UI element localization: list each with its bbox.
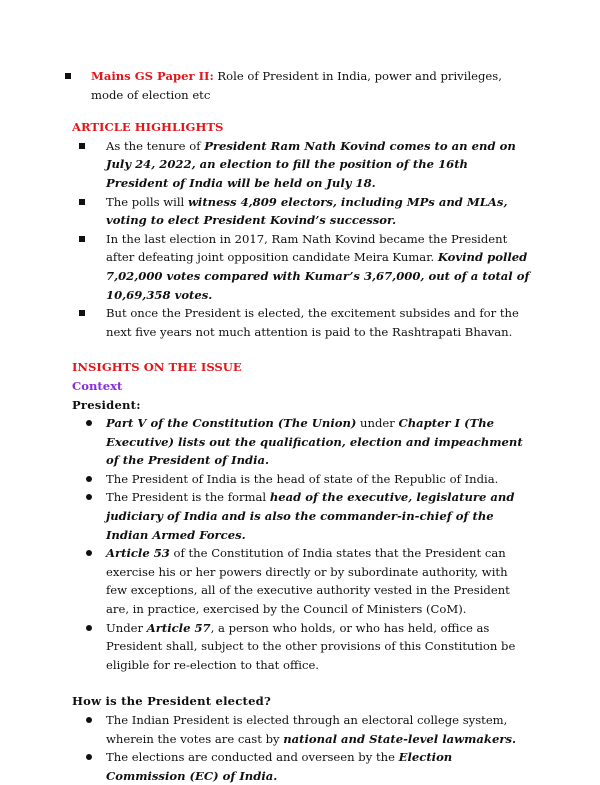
president-list <box>72 414 532 674</box>
list-item: The President is the formal head of the executive, legislature and judiciary of India and is also the commander-in-chief of the Indian Armed Forces. <box>72 488 532 544</box>
syllabus-item <box>72 67 532 104</box>
syllabus-text: Role of President in India, power and privileges, mode of election etc <box>91 69 502 102</box>
list-item: Part V of the Constitution (The Union) under Chapter I (The Executive) lists out the qualification, election and impeachment of the President of India. <box>72 414 532 470</box>
page-content <box>72 67 532 785</box>
list-item: Article 53 of the Constitution of India states that the President can exercise his or her powers directly or by subordinate authority, with few exceptions, all of the executive authority vested in the President are, in practice, exercised by the Council of Ministers (CoM). <box>72 544 532 618</box>
article-highlights-heading: ARTICLE HIGHLIGHTS <box>72 120 224 135</box>
context-subheading: Context <box>72 378 123 393</box>
election-heading: How is the President elected? <box>72 694 271 709</box>
list-item: The elections are conducted and overseen by the Election Commission (EC) of India. <box>72 748 532 785</box>
list-item: As the tenure of President Ram Nath Kovind comes to an end on July 24, 2022, an election to fill the position of the 16th President of India will be held on July 18. <box>72 137 532 193</box>
list-item: Under Article 57, a person who holds, or who has held, office as President shall, subject to the other provisions of this Constitution be eligible for re-election to that office. <box>72 619 532 675</box>
syllabus-list <box>72 67 532 104</box>
syllabus-label: Mains GS Paper II: <box>91 69 214 83</box>
list-item: In the last election in 2017, Ram Nath Kovind became the President after defeating joint opposition candidate Meira Kumar. Kovind polled 7,02,000 votes compared with Kumar’s 3,67,000, out of a total of 10,69,358 votes. <box>72 230 532 304</box>
insights-heading: INSIGHTS ON THE ISSUE <box>72 360 242 375</box>
list-item: But once the President is elected, the excitement subsides and for the next five years not much attention is paid to the Rashtrapati Bhavan. <box>72 304 532 341</box>
election-list <box>72 711 532 785</box>
list-item: The President of India is the head of state of the Republic of India. <box>72 470 532 489</box>
president-heading: President: <box>72 397 141 412</box>
list-item: The polls will witness 4,809 electors, including MPs and MLAs, voting to elect President Kovind’s successor. <box>72 193 532 230</box>
highlights-list <box>72 137 532 342</box>
list-item: The Indian President is elected through an electoral college system, wherein the votes are cast by national and State-level lawmakers. <box>72 711 532 748</box>
